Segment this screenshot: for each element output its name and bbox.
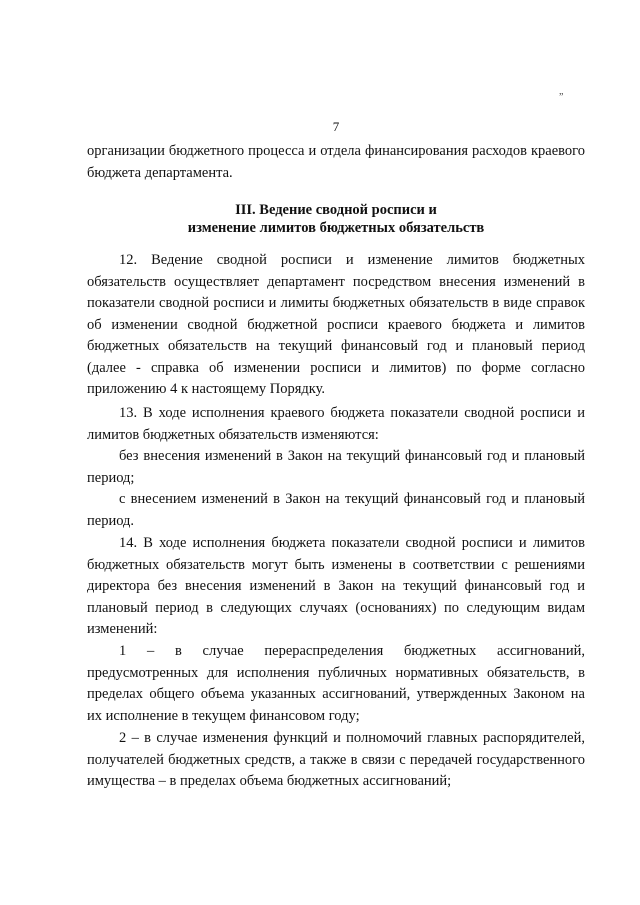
section-heading-line2: изменение лимитов бюджетных обязательств bbox=[187, 220, 485, 236]
page-number: 7 bbox=[332, 119, 340, 134]
paragraph-13: 13. В ходе исполнения краевого бюджета показатели сводной росписи и лимитов бюджетных обязательств изменяются: bbox=[87, 405, 585, 443]
list-item-1: 1 – в случае перераспределения бюджетных ассигнований, предусмотренных для исполнения публичных нормативных обязательств, в пределах общего объема указанных ассигнований, утвержденных Законом на их исполнение в текущем финансовом году; bbox=[87, 643, 585, 724]
section-heading bbox=[87, 201, 585, 237]
section-heading-line1: III. Ведение сводной росписи и bbox=[235, 202, 437, 218]
paragraph-12: 12. Ведение сводной росписи и изменение лимитов бюджетных обязательств осуществляет департамент посредством внесения изменений в показатели сводной росписи и лимиты бюджетных обязательств в виде справок об изменении сводной бюджетной росписи краевого бюджета и лимитов бюджетных обязательств на текущий финансовый год и плановый период (далее - справка об изменении росписи и лимитов) по форме согласно приложению 4 к настоящему Порядку. bbox=[87, 252, 585, 397]
intro-paragraph: организации бюджетного процесса и отдела финансирования расходов краевого бюджета департамента. bbox=[87, 143, 585, 181]
corner-mark: ˮ bbox=[559, 92, 564, 103]
list-item-2: 2 – в случае изменения функций и полномочий главных распорядителей, получателей бюджетных средств, а также в связи с передачей государственного имущества – в пределах объема бюджетных ассигнований; bbox=[87, 730, 585, 789]
paragraph-14: 14. В ходе исполнения бюджета показатели сводной росписи и лимитов бюджетных обязательств могут быть изменены в соответствии с решениями директора без внесения изменений в Закон на текущий финансовый год и плановый период в следующих случаях (основаниях) по следующим видам изменений: bbox=[87, 535, 585, 637]
paragraph-13b: с внесением изменений в Закон на текущий финансовый год и плановый период. bbox=[87, 491, 585, 529]
paragraph-13a: без внесения изменений в Закон на текущий финансовый год и плановый период; bbox=[87, 448, 585, 486]
